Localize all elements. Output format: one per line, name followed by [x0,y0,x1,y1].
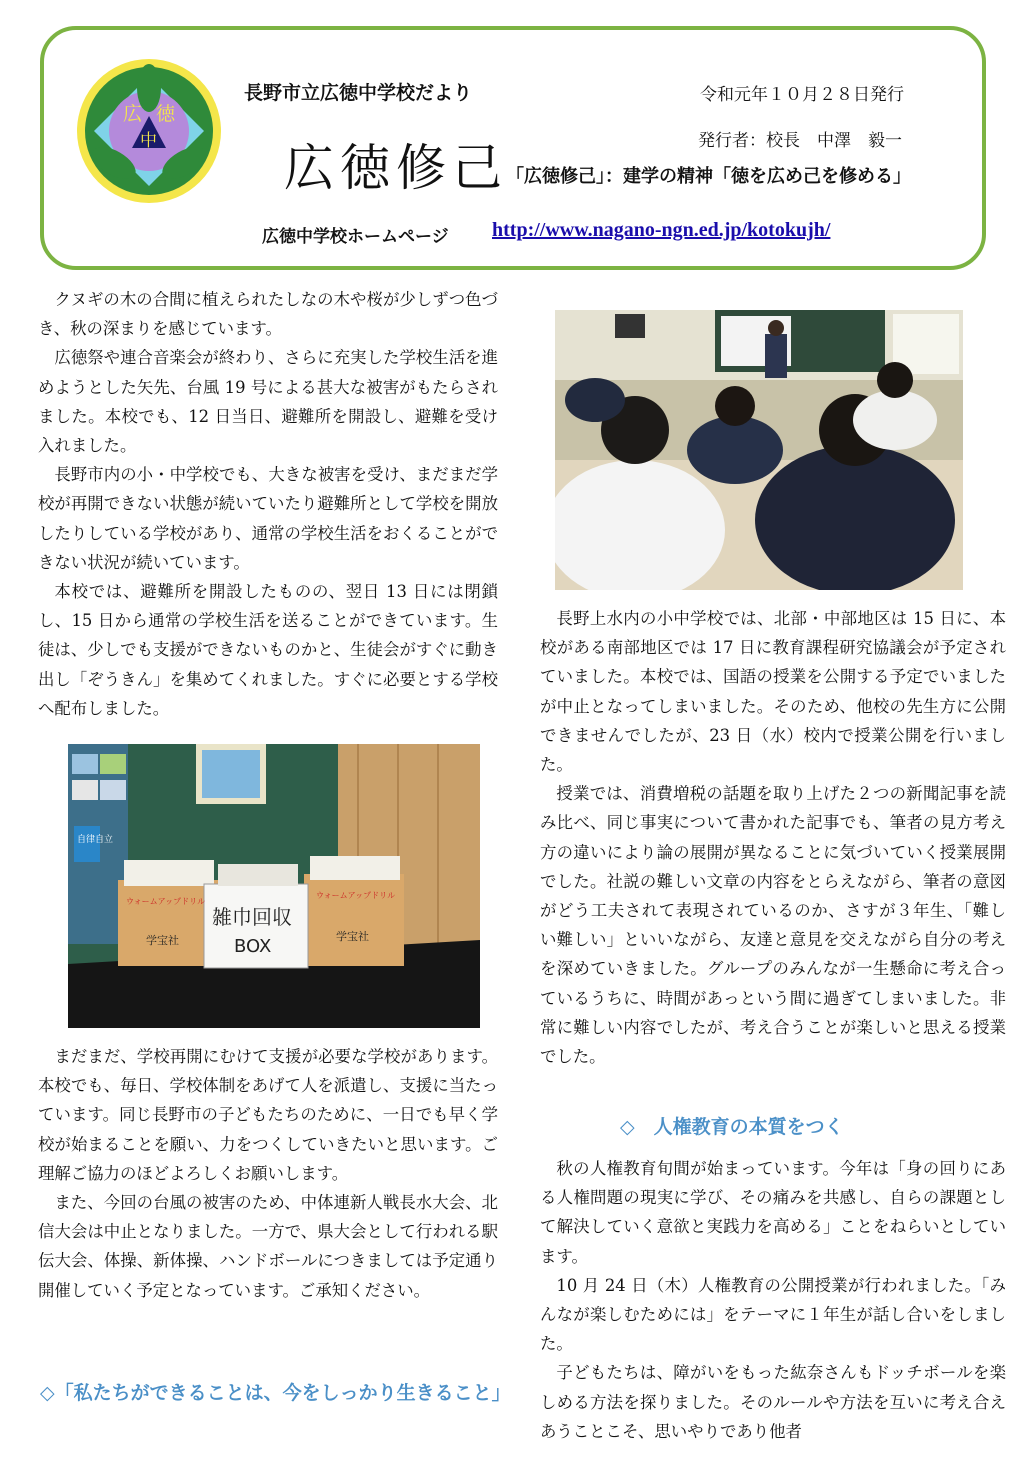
paragraph: また、今回の台風の被害のため、中体連新人戦長水大会、北信大会は中止となりました。一方で、県大会として行われる駅伝大会、体操、新体操、ハンドボールにつきましては予定通り開催していく予定となっています。ご承知ください。 [38,1193,498,1300]
school-name: 長野市立広徳中学校だより [244,82,473,104]
box-sign-line1: 雑巾回収 [212,905,292,929]
classroom-photo [555,310,963,590]
paragraph: 広徳祭や連合音楽会が終わり、さらに充実した学校生活を進めようとした矢先、台風 19 号による甚大な被害がもたらされました。本校でも、12 日当日、避難所を開設し、避難を受け入れました。 [38,348,498,456]
box-brand-left: 学宝社 [146,934,179,947]
paragraph: 本校では、避難所を開設したものの、翌日 13 日には閉鎖し、15 日から通常の学校生活を送ることができています。生徒は、少しでも支援ができないものかと、生徒会がすぐに動き出し「ぞうきん」を集めてくれました。すぐに必要とする学校へ配布しました。 [38,582,498,718]
paragraph: まだまだ、学校再開にむけて支援が必要な学校があります。本校でも、毎日、学校体制をあげて人を派遣し、支援に当たっています。同じ長野市の子どもたちのために、一日でも早く学校が始まることを願い、力をつくしていきたいと思います。ご理解ご協力のほどよろしくお願いします。 [38,1047,498,1183]
left-column-text-1 [38,285,498,723]
box-sign-line2: BOX [234,936,272,957]
paragraph: 長野市内の小・中学校でも、大きな被害を受け、まだまだ学校が再開できない状態が続いていたり避難所として学校を開放したりしている学校があり、通常の学校生活をおくることができない状況が続いています。 [38,465,498,572]
paragraph: 授業では、消費増税の話題を取り上げた２つの新聞記事を読み比べ、同じ事実について書かれた記事でも、筆者の見方考え方の違いにより論の展開が異なることに気づいていく授業展開でした。社説の難しい文章の内容をとらえながら、筆者の意図がどう工夫されて表現されているのか、さすが３年生、「難しい難しい」といいながら、友達と意見を交えながら自分の考えを深めていきました。グループのみんなが一生懸命に考え合っているうちに、時間があっという間に過ぎてしまいました。非常に難しい内容でしたが、考え合うことが楽しいと思える授業でした。 [540,784,1006,1067]
box-label-left: ウォームアップドリル [126,897,206,906]
homepage-link[interactable]: http://www.nagano-ngn.ed.jp/kotokujh/ [492,219,831,241]
towel-collection-photo [68,744,480,1028]
crest-char-center: 中 [140,131,157,151]
section-heading-2: ◇ 人権教育の本質をつく [620,1116,844,1138]
right-column-text-2 [540,1154,1006,1446]
box-label-right: ウォームアップドリル [316,891,396,900]
school-crest [76,58,222,204]
motto: 「広徳修己」：建学の精神「徳を広め己を修める」 [506,166,911,187]
paragraph: 10 月 24 日（木）人権教育の公開授業が行われました。「みんなが楽しむためには」をテーマに１年生が話し合いをしました。 [540,1275,1006,1354]
paragraph: 長野上水内の小中学校では、北部・中部地区は 15 日に、本校がある南部地区では 17 日に教育課程研究協議会が予定されていました。本校では、国語の授業を公開する予定でいましたが中止となってしまいました。そのため、他校の先生方に公開できませんでしたが、23 日（水）校内で授業公開を行いました。 [540,609,1006,775]
newsletter-title: 広徳修己 [284,139,508,197]
right-column-text-1 [540,604,1006,1071]
crest-char-right: 徳 [156,103,176,125]
paragraph: クヌギの木の合間に植えられたしなの木や桜が少しずつ色づき、秋の深まりを感じています。 [38,290,498,339]
publisher: 発行者：校長 中澤 毅一 [698,131,902,151]
section-heading-1: ◇「私たちができることは、今をしっかり生きること」 [40,1382,511,1404]
issue-date: 令和元年１０月２８日発行 [700,85,904,105]
paragraph: 秋の人権教育旬間が始まっています。今年は「身の回りにある人権問題の現実に学び、その痛みを共感し、自らの課題として解決していく意欲と実践力を高める」ことをねらいとしています。 [540,1159,1006,1266]
homepage-label: 広徳中学校ホームページ [262,227,449,247]
crest-char-left: 広 [123,103,143,125]
paragraph: 子どもたちは、障がいをもった紘奈さんもドッチボールを楽しめる方法を探りました。そのルールや方法を互いに考え合えあうことこそ、思いやりであり他者 [540,1363,1006,1441]
box-brand-right: 学宝社 [336,930,369,943]
poster-text: 自律自立 [77,835,114,845]
left-column-text-2 [38,1042,498,1305]
